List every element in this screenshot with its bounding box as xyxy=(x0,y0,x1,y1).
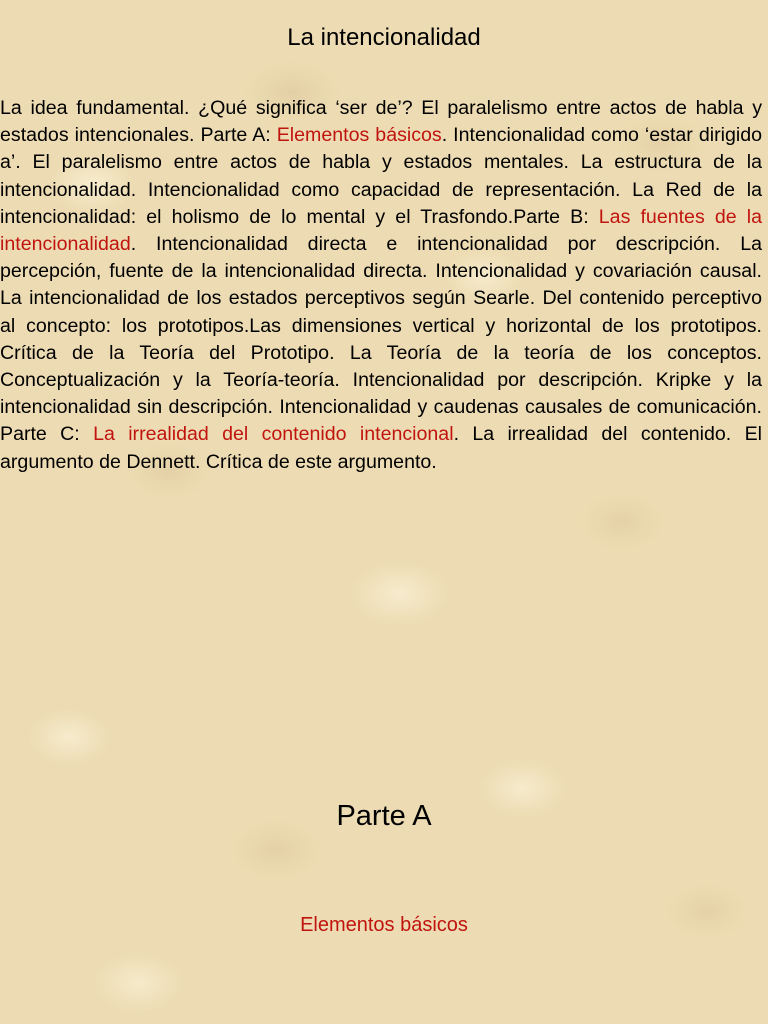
section-subtitle-link[interactable]: Elementos básicos xyxy=(300,914,468,936)
link-parte-c[interactable]: La irrealidad del contenido intencional xyxy=(93,423,454,446)
text-segment: La idea fundamental. ¿Qué significa ‘ser de’? El paralelismo entre actos de habla y estados intencionales. Parte A: xyxy=(0,97,762,147)
table-of-contents-paragraph xyxy=(0,95,762,476)
text-segment: . Intencionalidad directa e intencionalidad por descripción. La percepción, fuente de la intencionalidad directa. Intencionalidad y covariación causal. La intencionalidad de los estados perceptivos según Searle. Del contenido perceptivo al concepto: los prototipos.Las dimensiones vertical y horizontal de los prototipos. Crítica de la Teoría del Prototipo. La Teoría de la teoría de los conceptos. Conceptualización y la Teoría-teoría. Intencionalidad por descripción. Kripke y la intencionalidad sin descripción. Intencionalidad y caudenas causales de comunicación. Parte C: xyxy=(0,233,762,446)
text-segment: . Intencionalidad como ‘estar dirigido a’. El paralelismo entre actos de habla y estados mentales. La estructura de la intencionalidad. Intencionalidad como capacidad de representación. La Red de la intencionalidad: el holismo de lo mental y el Trasfondo.Parte B: xyxy=(0,124,762,228)
text-segment: . La irrealidad del contenido. El argumento de Dennett. Crítica de este argumento. xyxy=(0,423,762,473)
page-title: La intencionalidad xyxy=(287,24,481,51)
link-parte-a[interactable]: Elementos básicos xyxy=(276,124,442,147)
link-parte-b[interactable]: Las fuentes de la intencionalidad xyxy=(0,205,762,256)
section-heading: Parte A xyxy=(336,800,432,832)
